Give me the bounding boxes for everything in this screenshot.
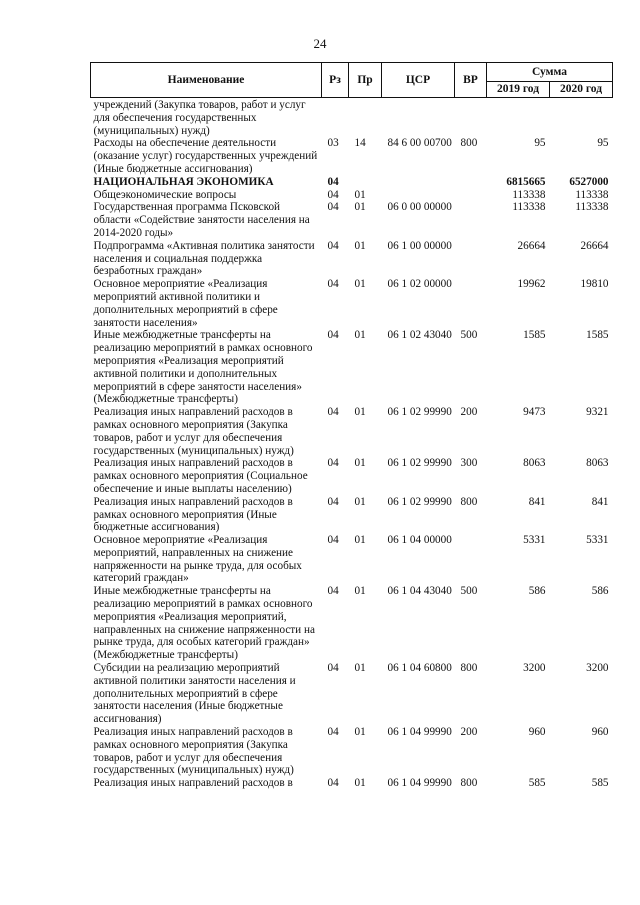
row-rz: 04 xyxy=(327,406,339,419)
table-row xyxy=(91,329,613,406)
row-sum-2020: 19810 xyxy=(580,278,609,291)
row-sum-2020: 586 xyxy=(591,585,609,598)
row-sum-2020: 95 xyxy=(597,137,609,150)
row-csr: 06 1 04 99990 xyxy=(387,777,452,790)
row-pr xyxy=(349,176,382,189)
table-row xyxy=(91,662,613,726)
row-name: Подпрограмма «Активная политика занятости населения и социальная поддержка безработных граждан» xyxy=(93,239,315,278)
row-sum-2019: 585 xyxy=(528,777,546,790)
row-name: Иные межбюджетные трансферты на реализацию мероприятий в рамках основного мероприятия «Реализация мероприятий активной политики и дополнительных мероприятий в сфере занятости населения» (Межбюджетные трансферты) xyxy=(93,329,313,406)
table-row xyxy=(91,240,613,278)
header-2020: 2020 год xyxy=(550,82,613,98)
row-name: Субсидии на реализацию мероприятий активной политики занятости населения и дополнительных мероприятий в сфере занятости населения (Иные бюджетные ассигнования) xyxy=(93,662,296,726)
row-vr: 800 xyxy=(460,495,478,508)
header-csr: ЦСР xyxy=(382,63,455,98)
row-name: Реализация иных направлений расходов в xyxy=(93,777,293,790)
row-sum-2020 xyxy=(550,98,613,138)
row-rz: 04 xyxy=(327,662,339,675)
row-vr xyxy=(455,189,487,202)
table-row xyxy=(91,137,613,175)
row-vr: 300 xyxy=(460,457,478,470)
row-csr: 06 1 02 43040 xyxy=(387,329,452,342)
row-name: Иные межбюджетные трансферты на реализацию мероприятий в рамках основного мероприятия «Реализация мероприятий, направленных на снижение напряженности на рынке труда, для особых категорий граждан» (Межбюджетные трансферты) xyxy=(93,585,315,662)
row-name: НАЦИОНАЛЬНАЯ ЭКОНОМИКА xyxy=(93,175,274,188)
row-rz: 04 xyxy=(327,329,339,342)
row-sum-2020: 585 xyxy=(591,777,609,790)
row-pr: 14 xyxy=(354,137,366,150)
row-vr xyxy=(455,534,487,585)
row-pr: 01 xyxy=(354,534,366,547)
row-pr: 01 xyxy=(354,188,366,201)
row-sum-2020: 841 xyxy=(591,495,609,508)
row-sum-2020: 26664 xyxy=(580,239,609,252)
row-name: учреждений (Закупка товаров, работ и услуг для обеспечения государственных (муниципальных) нужд) xyxy=(93,99,306,137)
row-rz: 04 xyxy=(327,495,339,508)
row-sum-2019: 841 xyxy=(528,495,546,508)
row-pr: 01 xyxy=(354,278,366,291)
table-header xyxy=(91,63,613,98)
row-rz: 04 xyxy=(327,534,339,547)
row-vr: 500 xyxy=(460,585,478,598)
row-sum-2019: 6815665 xyxy=(506,175,546,188)
row-sum-2019: 1585 xyxy=(523,329,546,342)
row-pr: 01 xyxy=(354,777,366,790)
header-rz: Рз xyxy=(322,63,349,98)
table-row xyxy=(91,278,613,329)
table-row xyxy=(91,534,613,585)
page-number: 24 xyxy=(313,36,327,51)
row-name: Реализация иных направлений расходов в рамках основного мероприятия (Социальное обеспечение и иные выплаты населению) xyxy=(93,457,308,495)
table-body xyxy=(91,98,613,791)
row-sum-2020: 8063 xyxy=(586,457,609,470)
row-csr: 06 1 04 00000 xyxy=(387,534,452,547)
row-rz: 04 xyxy=(327,777,339,790)
row-pr: 01 xyxy=(354,329,366,342)
row-rz: 04 xyxy=(327,239,339,252)
row-vr xyxy=(455,278,487,329)
row-pr: 01 xyxy=(354,201,366,214)
table-row xyxy=(91,201,613,239)
row-sum-2020: 3200 xyxy=(586,662,609,675)
row-csr: 84 6 00 00700 xyxy=(387,137,452,150)
row-sum-2019: 3200 xyxy=(523,662,546,675)
row-sum-2019: 9473 xyxy=(523,406,546,419)
row-vr xyxy=(455,176,487,189)
row-vr: 800 xyxy=(460,662,478,675)
header-sum: Сумма xyxy=(487,63,613,82)
row-name: Расходы на обеспечение деятельности (оказание услуг) государственных учреждений (Иные бюджетные ассигнования) xyxy=(93,137,318,175)
row-pr: 01 xyxy=(354,662,366,675)
table-row xyxy=(91,777,613,790)
header-name: Наименование xyxy=(91,63,322,98)
header-vr: ВР xyxy=(455,63,487,98)
budget-table xyxy=(90,62,613,790)
row-sum-2019: 26664 xyxy=(517,239,546,252)
table-row xyxy=(91,176,613,189)
row-csr: 06 0 00 00000 xyxy=(387,201,452,214)
row-csr: 06 1 04 60800 xyxy=(387,662,452,675)
table-row xyxy=(91,496,613,534)
table-row xyxy=(91,98,613,138)
row-rz: 03 xyxy=(327,137,339,150)
header-2019: 2019 год xyxy=(487,82,550,98)
row-csr: 06 1 02 99990 xyxy=(387,495,452,508)
row-vr: 800 xyxy=(460,137,478,150)
row-pr: 01 xyxy=(354,239,366,252)
row-pr: 01 xyxy=(354,406,366,419)
row-sum-2020: 960 xyxy=(591,726,609,739)
row-name: Реализация иных направлений расходов в рамках основного мероприятия (Закупка товаров, работ и услуг для обеспечения государственных (муниципальных) нужд) xyxy=(93,726,294,777)
row-rz xyxy=(322,98,349,138)
row-rz: 04 xyxy=(327,278,339,291)
row-pr: 01 xyxy=(354,457,366,470)
row-rz: 04 xyxy=(327,726,339,739)
row-pr: 01 xyxy=(354,495,366,508)
row-pr: 01 xyxy=(354,726,366,739)
row-vr: 500 xyxy=(460,329,478,342)
row-name: Государственная программа Псковской области «Содействие занятости населения на 2014-2020 годы» xyxy=(93,201,310,239)
row-sum-2019: 113338 xyxy=(512,188,546,201)
row-vr: 800 xyxy=(460,777,478,790)
row-rz: 04 xyxy=(327,188,339,201)
row-csr: 06 1 04 99990 xyxy=(387,726,452,739)
row-pr xyxy=(349,98,382,138)
table-row xyxy=(91,189,613,202)
header-pr: Пр xyxy=(349,63,382,98)
row-sum-2020: 5331 xyxy=(586,534,609,547)
row-sum-2019: 8063 xyxy=(523,457,546,470)
row-sum-2020: 113338 xyxy=(575,188,609,201)
row-csr: 06 1 04 43040 xyxy=(387,585,452,598)
row-sum-2020: 1585 xyxy=(586,329,609,342)
row-vr xyxy=(455,201,487,239)
row-vr xyxy=(455,240,487,278)
row-name: Реализация иных направлений расходов в рамках основного мероприятия (Иные бюджетные ассигнования) xyxy=(93,495,293,534)
row-sum-2019: 113338 xyxy=(512,201,546,214)
row-sum-2020: 6527000 xyxy=(569,175,609,188)
row-sum-2019: 95 xyxy=(534,137,546,150)
table-row xyxy=(91,726,613,777)
row-rz: 04 xyxy=(327,585,339,598)
row-csr xyxy=(382,98,455,138)
row-name: Основное мероприятие «Реализация мероприятий, направленных на снижение напряженности на рынке труда, для особых категорий граждан» xyxy=(93,534,302,585)
row-vr xyxy=(455,98,487,138)
row-csr xyxy=(382,189,455,202)
row-sum-2019: 960 xyxy=(528,726,546,739)
table-row xyxy=(91,406,613,457)
row-vr: 200 xyxy=(460,726,478,739)
table-row xyxy=(91,585,613,662)
row-csr: 06 1 00 00000 xyxy=(387,239,452,252)
row-csr: 06 1 02 99990 xyxy=(387,457,452,470)
row-vr: 200 xyxy=(460,406,478,419)
row-name: Общеэкономические вопросы xyxy=(93,188,237,201)
row-csr: 06 1 02 00000 xyxy=(387,278,452,291)
row-rz: 04 xyxy=(327,201,339,214)
row-sum-2020: 9321 xyxy=(586,406,609,419)
row-pr: 01 xyxy=(354,585,366,598)
row-csr: 06 1 02 99990 xyxy=(387,406,452,419)
row-sum-2019: 19962 xyxy=(517,278,546,291)
row-rz: 04 xyxy=(327,457,339,470)
row-name: Реализация иных направлений расходов в рамках основного мероприятия (Закупка товаров, работ и услуг для обеспечения государственных (муниципальных) нужд) xyxy=(93,406,294,457)
row-name: Основное мероприятие «Реализация мероприятий активной политики и дополнительных мероприятий в сфере занятости населения» xyxy=(93,278,278,329)
table-row xyxy=(91,457,613,495)
row-rz: 04 xyxy=(327,175,339,188)
row-sum-2019: 586 xyxy=(528,585,546,598)
row-sum-2020: 113338 xyxy=(575,201,609,214)
row-sum-2019 xyxy=(487,98,550,138)
row-sum-2019: 5331 xyxy=(523,534,546,547)
row-csr xyxy=(382,176,455,189)
